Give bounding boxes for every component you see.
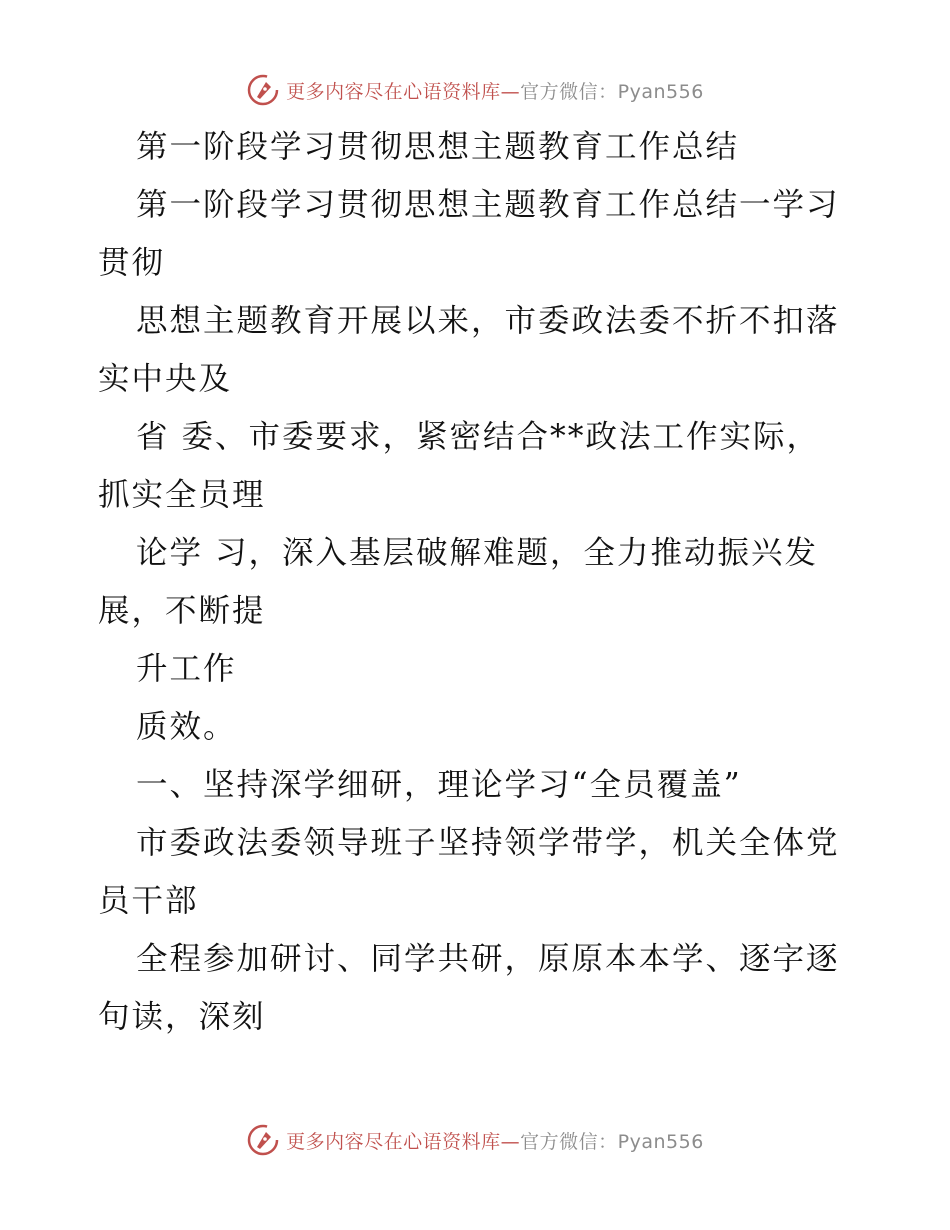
watermark-text [286, 1127, 704, 1154]
text-line: 贯彻 [98, 245, 166, 281]
pen-nib-logo-icon [246, 1123, 280, 1157]
text-line: 论学 习，深入基层破解难题，全力推动振兴发 [136, 535, 819, 571]
text-line: 质效。 [136, 709, 237, 745]
text-line: 全程参加研讨、同学共研，原原本本学、逐字逐 [136, 941, 840, 977]
text-line: 升工作 [136, 651, 237, 687]
watermark-contact: 官方微信：Pyan556 [520, 1130, 704, 1153]
text-line: 句读，深刻 [98, 999, 266, 1035]
watermark-brand: 更多内容尽在心语资料库 [286, 1130, 501, 1153]
document-body [98, 118, 858, 1046]
text-line: 一、坚持深学细研，理论学习“全员覆盖” [136, 767, 742, 803]
pen-nib-logo-icon [246, 73, 280, 107]
text-line: 省 委、市委要求，紧密结合**政法工作实际， [136, 419, 821, 455]
footer-watermark [0, 1120, 950, 1160]
text-line: 市委政法委领导班子坚持领学带学，机关全体党 [136, 825, 840, 861]
watermark-text [286, 77, 704, 104]
text-line: 思想主题教育开展以来，市委政法委不折不扣落 [136, 303, 840, 339]
watermark-brand: 更多内容尽在心语资料库 [286, 80, 501, 103]
text-line: 抓实全员理 [98, 477, 266, 513]
text-line: 第一阶段学习贯彻思想主题教育工作总结 [136, 129, 740, 165]
text-line: 展，不断提 [98, 593, 266, 629]
watermark-dash: — [500, 80, 521, 103]
watermark-contact: 官方微信：Pyan556 [520, 80, 704, 103]
text-line: 员干部 [98, 883, 199, 919]
watermark-dash: — [500, 1130, 521, 1153]
text-line: 第一阶段学习贯彻思想主题教育工作总结一学习 [136, 187, 840, 223]
text-line: 实中央及 [98, 361, 233, 397]
header-watermark [0, 70, 950, 110]
